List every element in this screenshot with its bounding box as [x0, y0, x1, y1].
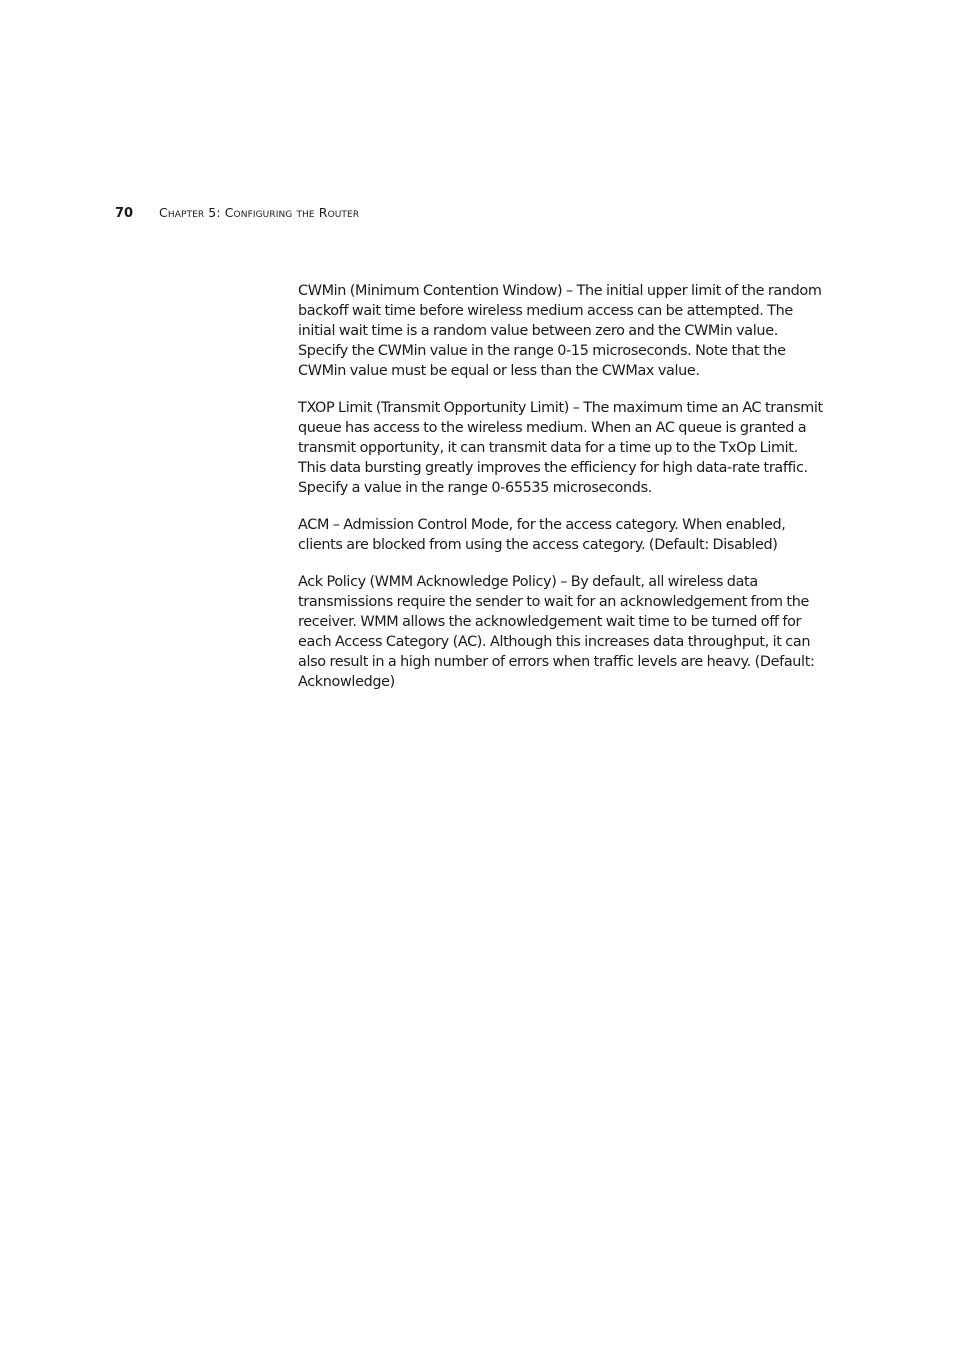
paragraph-cwmin: CWMin (Minimum Contention Window) – The initial upper limit of the random backoff wait time before wireless medium access can be attempted. The initial wait time is a random value between zero and the CWMin value. Specify the CWMin value in the range 0-15 microseconds. Note that the CWMin value must be equal or less than the CWMax value.	[298, 283, 822, 379]
paragraph-acm: ACM – Admission Control Mode, for the access category. When enabled, clients are blocked from using the access category. (Default: Disabled)	[298, 517, 786, 553]
body-text	[298, 281, 824, 709]
paragraph-ack-policy: Ack Policy (WMM Acknowledge Policy) – By default, all wireless data transmissions require the sender to wait for an acknowledgement from the receiver. WMM allows the acknowledgement wait time to be turned off for each Access Category (AC). Although this increases data throughput, it can also result in a high number of errors when traffic levels are heavy. (Default: Acknowledge)	[298, 574, 815, 690]
running-header	[115, 205, 359, 223]
chapter-title: Chapter 5: Configuring the Router	[159, 205, 360, 220]
paragraph-txop-limit: TXOP Limit (Transmit Opportunity Limit) – The maximum time an AC transmit queue has access to the wireless medium. When an AC queue is granted a transmit opportunity, it can transmit data for a time up to the TxOp Limit. This data bursting greatly improves the efficiency for high data-rate traffic. Specify a value in the range 0-65535 microseconds.	[298, 400, 823, 496]
page-number: 70	[115, 206, 134, 221]
